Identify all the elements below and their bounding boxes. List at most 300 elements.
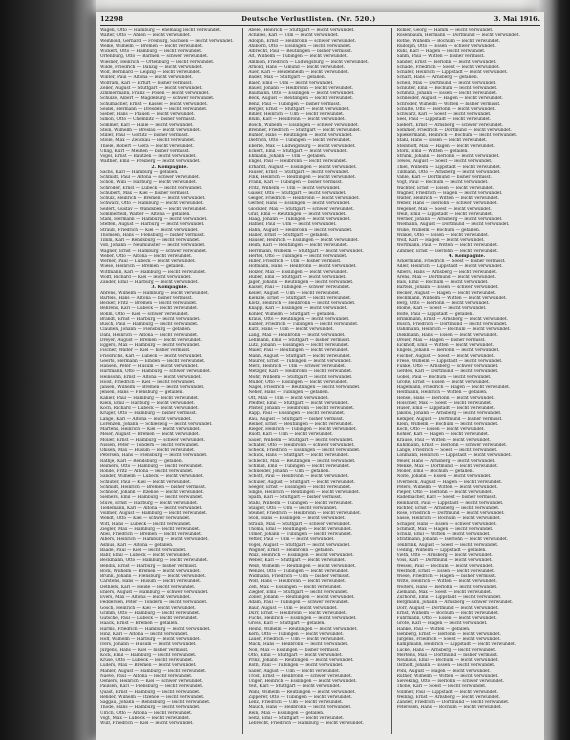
list-entry: Neuhaus, Emil — Bochum — leicht verwundet. <box>396 658 499 663</box>
list-entry: Jakobs, Johann — Arnsberg — leicht verwundet. <box>396 411 502 417</box>
list-entry: Stork, Emil — Witten — gefallen. <box>396 148 469 154</box>
list-entry: Kemper, August — Dortmund — bisher vermisst. <box>396 416 503 422</box>
list-entry: Bahr, Emil — Lübeck — leicht verwundet. <box>100 553 191 558</box>
list-entry: Witt, Hans — Lübeck — leicht verwundet. <box>100 521 192 527</box>
list-entry: Lenz, Friedrich — Ulm — leicht verwundet. <box>248 700 344 705</box>
list-entry: Ziemann, Max — Soest — leicht verwundet. <box>396 589 493 595</box>
list-entry: Schröder, Wilhelm — Witten — bisher vermisst. <box>396 101 501 107</box>
list-entry: Baumann, Otto — Esslingen — leicht verwundet. <box>248 91 355 96</box>
list-entry: Rose, Friedrich — Dortmund — leicht verwundet. <box>396 511 505 516</box>
list-entry: Gosch, Heinrich — Kiel — leicht verwundet. <box>100 605 196 611</box>
list-entry: Schäfer, Otto — Heilbronn — schwer verwundet. <box>248 442 355 448</box>
list-entry: Hiller, Friedrich — Ulm — bisher vermisst. <box>248 259 342 264</box>
list-entry: Neher, Hans — Tübingen — gefallen. <box>248 390 330 396</box>
list-entry: Wolf, Hans — Heilbronn — leicht verwundet. <box>248 579 347 585</box>
list-entry: Isenberg, Ernst — Iserlohn — leicht verwundet. <box>396 631 501 637</box>
list-entry: Keller, August — Ulm — leicht verwundet. <box>248 290 341 296</box>
list-entry: Ivers, Johann — Husum — leicht verwundet. <box>100 642 197 648</box>
list-entry: Hartmann, Otto — Hamburg — schwer verwundet. <box>100 369 211 375</box>
list-entry: Welling, Ernst — Arnsberg — leicht verwundet. <box>396 694 500 700</box>
list-entry: Wiese, Friedrich — Hagen — bisher vermisst. <box>396 574 497 579</box>
list-entry: Albers, Hans — Arnsberg — leicht verwundet. <box>396 269 498 275</box>
list-entry: Engel, Paul — Heilbronn — leicht verwundet. <box>248 159 348 165</box>
list-entry: Lange, Friedrich — Soest — leicht verwundet. <box>396 448 498 453</box>
column-left <box>100 28 243 734</box>
list-entry: Gerdes, Karl — Dortmund — leicht verwundet. <box>396 369 499 375</box>
list-entry: Winter, Paul — Altona — leicht verwundet. <box>100 75 193 81</box>
list-entry: Pfeiffer, Emil — Stuttgart — leicht verwundet. <box>248 400 349 406</box>
list-entry: Schumacher, Ernst — Kassel — leicht verwundet. <box>100 101 208 107</box>
list-entry: Wenzel, Otto — Tübingen — leicht verwundet. <box>248 568 350 574</box>
list-entry: Carstens, Hans — Husum — leicht verwundet. <box>100 579 202 585</box>
list-entry: Glöckler, Max — Stuttgart — schwer verwundet. <box>248 206 355 212</box>
list-entry: Tillmann, Otto — Arnsberg — leicht verwundet. <box>396 169 501 175</box>
list-entry: Vogt, Paul — Bochum — leicht verwundet. <box>396 180 489 186</box>
list-entry: Wagner, Ernst — Hamburg — schwer verwundet. <box>100 248 208 254</box>
list-entry: Fritz, Wilhelm — Ulm — leicht verwundet. <box>248 185 341 191</box>
list-entry: Ulmer, Johann — Tübingen — leicht verwundet. <box>248 532 353 537</box>
list-entry: Strunk, Johann — Iserlohn — leicht verwundet. <box>396 154 500 159</box>
list-entry: Wolf, Karl — Hagen — leicht verwundet. <box>396 238 485 243</box>
list-entry: Maurer, Ernst — Tübingen — leicht verwundet. <box>248 358 352 364</box>
list-entry: Römer, Georg — Hamm — leicht verwundet. <box>396 28 494 33</box>
list-entry: Schulz, Heinrich — Bremen — leicht verwundet. <box>100 196 206 201</box>
publication-title <box>241 15 375 23</box>
newspaper-page <box>96 12 544 740</box>
list-entry: Wiese, Heinrich — Bremen — gefallen. <box>100 264 185 270</box>
list-entry: Simon, Otto — Chemnitz — bisher vermisst. <box>100 117 196 123</box>
list-entry: Frese, Wilhelm — Lippstadt — leicht verwundet. <box>396 358 503 364</box>
list-entry: Spiekermann, Heinrich — Bochum — leicht verwundet. <box>396 133 518 138</box>
list-entry: Stoll, Hans — Esslingen — leicht verwundet. <box>248 516 346 522</box>
list-entry: Häfner, Paul — Ulm — leicht verwundet. <box>248 222 337 228</box>
list-entry: Quast, Ernst — Hamburg — leicht verwundet. <box>100 689 201 695</box>
list-entry: Trost, Ernst — Heilbronn — schwer verwundet. <box>248 673 353 679</box>
list-entry: Weiß, Wilhelm — Reutlingen — leicht verwundet. <box>248 563 356 569</box>
list-entry: Siemers, Emil — Hamburg — leicht verwundet. <box>100 495 204 501</box>
list-entry: Wendt, Otto — Kiel — schwer verwundet. <box>100 516 191 522</box>
list-entry: Vieth, Otto — Arnsberg — leicht verwundet. <box>396 553 493 558</box>
list-entry: Kern, Otto — Tübingen — leicht verwundet. <box>248 631 344 637</box>
list-entry: Ammon, Friedrich — Ludwigsburg — leicht verwundet. <box>248 59 369 65</box>
list-entry: Sieber, Hans — Plauen — leicht verwundet. <box>100 112 195 117</box>
list-entry: Jensen, Hans — Flensburg — gefallen. <box>100 390 184 396</box>
list-entry: Dreyer, August — Bremen — leicht verwundet. <box>100 337 203 343</box>
list-entry: Mohr, Wilhelm — Stuttgart — leicht verwundet. <box>248 374 353 380</box>
list-entry: Stiller, Paul — Görlitz — bisher vermisst. <box>100 133 189 138</box>
list-entry: Arens, Max — Dortmund — leicht verwundet. <box>396 274 496 280</box>
list-entry: Kampmann, Heinrich — Lippstadt — leicht verwundet. <box>396 642 517 648</box>
list-entry: Jürgens, Hans — Kiel — bisher vermisst. <box>100 647 189 653</box>
list-entry: Thode, Hans — Hamburg — leicht verwundet. <box>100 705 201 711</box>
list-entry: Wolfram, Karl — Erfurt — bisher vermisst. <box>100 80 193 86</box>
list-entry: Stahl, Wilhelm — Tübingen — leicht verwundet. <box>248 500 354 506</box>
list-entry: Schuler, August — Stuttgart — leicht verwundet. <box>248 479 355 485</box>
list-entry: Achilles, Karl — Ulm — leicht verwundet. <box>248 33 339 39</box>
list-entry: Bihler, Heinrich — Ulm — leicht verwundet. <box>248 112 345 117</box>
list-entry: Scheck, Friedrich — Esslingen — leicht verwundet. <box>248 448 361 453</box>
list-entry: Albers, Heinrich — Hamburg — leicht verwundet. <box>100 537 209 543</box>
list-entry: Beckmann, Wilhelm — Witten — leicht verwundet. <box>396 295 507 301</box>
list-entry: Herrmann, Wilhelm — Stuttgart — leicht verwundet. <box>248 248 364 254</box>
list-entry: Richter, Ernst — Arnsberg — leicht verwundet. <box>396 505 500 511</box>
list-entry: Witte, Heinrich — Witten — leicht verwundet. <box>396 579 497 585</box>
list-entry: Kock, Emil — Hamburg — leicht verwundet. <box>100 652 197 658</box>
list-entry: Meier, August — Bremen — leicht verwundet. <box>100 432 200 438</box>
list-entry: Späth, Karl — Stuttgart — bisher vermisst. <box>248 495 343 501</box>
list-entry: Friedrichs, Karl — Lübeck — leicht verwundet. <box>100 353 203 359</box>
list-entry: Schubert, Max — Kiel — bisher vermisst. <box>100 190 190 196</box>
list-entry: Bosch, Wilhelm — Esslingen — schwer verwundet. <box>248 122 359 128</box>
list-entry: Mack, Hans — Heilbronn — leicht verwundet. <box>248 642 349 648</box>
list-entry: Geiger, Friedrich — Heilbronn — leicht verwundet. <box>248 196 360 201</box>
list-entry: Prinz, Johann — Reutlingen — leicht verwundet. <box>248 658 354 663</box>
section-heading: 3. Kompagnie. <box>151 285 188 291</box>
list-entry: Vogt, Max — Lübeck — leicht verwundet. <box>100 715 191 721</box>
list-entry: Bruhn, Johann — Flensburg — leicht verwundet. <box>100 574 206 579</box>
list-entry: Zander, Emil — Harburg — leicht verwundet. <box>100 280 199 285</box>
list-entry: Steffen, August — Harburg — leicht verwundet. <box>100 222 205 228</box>
list-entry: Baur, August — Ulm — leicht verwundet. <box>248 605 338 611</box>
list-entry: Stahl, Hans — Essen — leicht verwundet. <box>396 138 488 144</box>
list-entry: Seeger, Ernst — Esslingen — leicht verwundet. <box>248 484 352 490</box>
list-entry: Fischer, Walter — Kiel — bisher vermisst. <box>100 348 191 354</box>
list-entry: Petersen, Hans — Flensburg — leicht verwundet. <box>100 453 208 459</box>
list-entry: Lüders, Max — Bremen — leicht verwundet. <box>100 663 197 669</box>
list-entry: Harms, Friedrich — Hamburg — leicht verwundet. <box>100 626 211 632</box>
section-heading: 2. Kompagnie. <box>151 164 188 170</box>
list-entry: Zimmer, Ernst — Iserlohn — leicht verwundet. <box>396 248 499 254</box>
list-entry: Tiedemann, Karl — Altona — leicht verwundet. <box>100 505 203 511</box>
section-heading: 4. Kompagnie. <box>448 253 486 259</box>
list-entry: Becker, August — Hagen — leicht verwundet. <box>396 290 497 296</box>
list-entry: Osthoff, Johann — Essen — leicht verwundet. <box>396 663 496 669</box>
list-entry: Weber, Karl — Stuttgart — leicht verwundet. <box>248 558 346 564</box>
list-entry: Alt, Wilhelm — Tübingen — leicht verwundet. <box>248 54 348 60</box>
list-entry: Rademacher, Karl — Soest — bisher vermisst. <box>396 495 497 501</box>
list-entry: Wagner, Friedrich — Hagen — leicht verwundet. <box>396 190 503 196</box>
list-entry: Berg, Otto — Iserlohn — leicht verwundet. <box>396 301 490 306</box>
list-entry: Frank, Karl — Tübingen — bisher vermisst. <box>248 180 343 186</box>
list-entry: Bock, Wilhelm — Bremen — leicht verwundet. <box>100 568 201 574</box>
list-entry: Rühl, Karl — Hagen — leicht verwundet. <box>396 49 486 54</box>
list-entry: Kübler, Friedrich — Tübingen — leicht verwundet. <box>248 322 359 327</box>
list-entry: Heinz, Wilhelm — Reutlingen — leicht verwundet. <box>248 626 358 632</box>
list-entry: Beckmann, Otto — Hamburg — leicht verwundet. <box>100 558 209 564</box>
list-entry: Rehder, Wilhelm — Itzehoe — leicht verwundet. <box>100 694 205 700</box>
list-entry: Menke, Max — Dortmund — leicht verwundet. <box>396 463 499 469</box>
list-entry: Rosenbaum, Hermann — Dortmund — leicht verwundet. <box>396 33 520 39</box>
list-entry: Blome, Karl — Soest — leicht verwundet. <box>396 306 487 312</box>
list-entry: Engels, Johann — Iserlohn — leicht verwundet. <box>396 348 500 354</box>
list-entry: Lauer, Friedrich — Ulm — leicht verwundet. <box>248 637 345 642</box>
list-entry: Möller, Emil — Bochum — gefallen. <box>396 469 474 474</box>
list-entry: Heim, Karl — Reutlingen — leicht verwundet. <box>248 243 349 249</box>
list-entry: Schmidt, Heinrich — Bremen — bisher vermisst. <box>100 484 207 490</box>
list-entry: Sahm, Paul — Witten — bisher vermisst. <box>396 54 485 60</box>
list-entry: Oehlers, Heinrich — Kiel — schwer verwundet. <box>100 679 203 684</box>
list-entry: Schulze, Albert — Magdeburg — schwer verwundet. <box>100 96 215 102</box>
list-entry: Rudolph, Otto — Essen — schwer verwundet. <box>396 43 496 49</box>
list-entry: Meier, Hans — Arnsberg — leicht verwundet. <box>396 458 496 464</box>
list-entry: Adam, Paul — Tübingen — schwer verwundet. <box>248 600 350 606</box>
list-entry: Sailer, August — Ulm — leicht verwundet. <box>248 668 341 674</box>
list-entry: Werner, Paul — Lübeck — leicht verwundet. <box>100 259 196 264</box>
list-entry: Noll, Max — Esslingen — bisher vermisst. <box>248 647 340 653</box>
list-entry: Wiesner, Heinrich — Ortenburg — leicht verwundet. <box>100 59 215 65</box>
list-entry: Abel, Friedrich — Bremen — leicht verwundet. <box>100 532 203 537</box>
list-entry: Fuchs, Heinrich — Esslingen — leicht verwundet. <box>248 616 357 621</box>
list-entry: Rüther, Wilhelm — Witten — leicht verwundet. <box>396 673 499 679</box>
list-entry: Fink, Heinrich — Reutlingen — leicht verwundet. <box>248 175 356 180</box>
list-entry: Zipperer, Otto — Tübingen — leicht verwundet. <box>248 694 353 700</box>
list-entry: Paulsen, Karl — Flensburg — leicht verwundet. <box>100 684 204 690</box>
list-entry: Bauer, Johann — Heilbronn — leicht verwundet. <box>248 85 354 91</box>
list-entry: Dahlmann, Heinrich — Bochum — leicht verwundet. <box>396 327 511 333</box>
list-entry: Walter, Otto — Ahlen — leicht verwundet. <box>100 33 191 39</box>
list-entry: Zoller, Johann — Reutlingen — leicht verwundet. <box>248 595 355 600</box>
list-entry: Weiß, Emil — Lippstadt — leicht verwundet. <box>396 211 494 217</box>
list-entry: Schmidt, Max — Hagen — leicht verwundet. <box>396 526 494 532</box>
list-entry: Sauer, Wilhelm — Stuttgart — leicht verwundet. <box>248 437 354 443</box>
list-entry: Kienzle, Ernst — Stuttgart — leicht verwundet. <box>248 295 352 301</box>
list-entry: Lücke, Hans — Arnsberg — leicht verwundet. <box>396 647 497 653</box>
list-entry: Bader, Max — Stuttgart — gefallen. <box>248 75 326 81</box>
list-entry: Wolf, Bernhard — Leipzig — leicht verwundet. <box>100 70 202 75</box>
list-entry: Sander, Ernst — Iserlohn — leicht verwundet. <box>396 59 497 65</box>
list-entry: Hense, Hans — Iserlohn — leicht verwundet. <box>396 395 495 401</box>
book-binding-edge <box>0 0 96 740</box>
list-entry: Seitz, Emil — Stuttgart — leicht verwundet. <box>248 715 345 721</box>
list-entry: Kuhlmann, Ernst — Iserlohn — schwer verwundet. <box>396 442 508 448</box>
list-entry: Bühler, Hans — Reutlingen — leicht verwundet. <box>248 133 353 138</box>
list-entry: Hoff, Wilhelm — Harburg — leicht verwundet. <box>100 637 201 642</box>
list-entry: Steinhoff, Max — Hagen — leicht verwundet. <box>396 143 495 149</box>
list-entry: Brandt, Ernst — Harburg — leicht verwundet. <box>100 316 201 322</box>
list-entry: Ueding, Wilhelm — Lippstadt — gefallen. <box>396 547 487 553</box>
list-entry: Wulf, Friedrich — Kiel — leicht verwundet. <box>100 721 194 726</box>
list-entry: Lehmann, Emil — Stuttgart — bisher vermisst. <box>248 337 351 343</box>
list-entry: Holzer, Max — Esslingen — leicht verwundet. <box>248 269 348 275</box>
list-entry: Geerts, Hermann — Emden — leicht verwundet. <box>100 358 206 364</box>
list-entry: Stein, Wilhelm — Breslau — leicht verwundet. <box>100 127 201 133</box>
list-entry: Mertens, Max — Dortmund — bisher vermisst. <box>396 652 499 658</box>
list-entry: Werner, Johann — Arnsberg — leicht verwundet. <box>396 217 503 222</box>
list-entry: Kruse, Otto — Lübeck — leicht verwundet. <box>100 658 194 663</box>
list-entry: Seidel, Hermann — Dresden — leicht verwundet. <box>100 106 208 112</box>
list-entry: Veit, Karl — Stuttgart — leicht verwundet. <box>248 684 341 690</box>
list-entry: Kraus, Otto — Reutlingen — leicht verwundet. <box>248 316 350 322</box>
list-entry: Müller, Otto — Esslingen — leicht verwundet. <box>248 379 349 385</box>
list-entry: Kohler, Wilhelm — Stuttgart — gefallen. <box>248 311 336 317</box>
list-entry: Wegener, Max — Soest — leicht verwundet. <box>396 206 492 212</box>
list-entry: Ott, Max — Ulm — leicht verwundet. <box>248 395 329 401</box>
list-entry: Thoma, Emil — Reutlingen — leicht verwundet. <box>248 526 352 532</box>
list-entry: Möller, Ernst — Hamburg — schwer verwundet. <box>100 437 205 443</box>
list-entry: Kaiser, Paul — Tübingen — schwer verwundet. <box>248 285 351 291</box>
list-entry: Schlecht, Max — Reutlingen — leicht verwundet. <box>248 458 356 464</box>
list-entry: Brinkmann, Ernst — Arnsberg — leicht verwundet. <box>396 316 508 322</box>
list-entry: Ahlborn, Otto — Esslingen — leicht verwundet. <box>248 43 352 49</box>
list-entry: Otto, Emil — Stuttgart — leicht verwundet. <box>248 652 343 658</box>
list-entry: Reimers, Otto — Hamburg — leicht verwundet. <box>100 463 204 469</box>
list-entry: Wilde, Friedrich — Danzig — leicht verwundet. <box>100 64 203 70</box>
list-entry: Adler, Heinrich — Lippstadt — leicht verwundet. <box>396 264 503 270</box>
list-entry: Busch, Paul — Hamburg — leicht verwundet. <box>100 322 199 327</box>
list-entry: Schott, Paul — Heilbronn — leicht verwundet. <box>248 474 349 480</box>
list-entry: Scharf, Hans — Arnsberg — gefallen. <box>396 75 478 81</box>
list-entry: Haller, Ernst — Stuttgart — gefallen. <box>248 232 330 238</box>
list-entry: Roth, Paul — Tübingen — leicht verwundet. <box>248 663 344 669</box>
list-entry: Hansen, Peter — Husum — leicht verwundet. <box>100 364 199 369</box>
list-entry: Feddersen, Peter — Tondern — leicht verwundet. <box>100 600 208 606</box>
list-entry: Mauch, Hans — Heilbronn — leicht verwundet. <box>248 705 352 711</box>
list-entry: Rothe, Wilhelm — Bochum — leicht verwundet. <box>396 38 501 44</box>
list-entry: Kähler, Paul — Hamburg — leicht verwundet. <box>100 395 200 401</box>
list-entry: Pfister, Johann — Heilbronn — leicht verwundet. <box>248 406 355 411</box>
list-entry: Diekmann, Hans — Essen — leicht verwundet. <box>396 332 498 338</box>
list-entry: Abele, Heinrich — Stuttgart — leicht verwundet. <box>248 28 355 33</box>
list-entry: Evers, Max — Altona — leicht verwundet. <box>100 595 191 600</box>
list-entry: Sachs, Karl — Hamburg — gefallen. <box>100 169 179 175</box>
list-entry: Große, Ernst — Essen — leicht verwundet. <box>396 379 490 385</box>
list-entry: Vahle, Karl — Dortmund — bisher vermisst. <box>396 175 492 180</box>
list-entry: Benz, Paul — Tübingen — bisher vermisst. <box>248 101 341 107</box>
list-entry: Schlüter, Emil — Bochum — leicht verwundet. <box>396 85 498 91</box>
list-entry: Schmitz, Johann — Essen — leicht verwundet. <box>396 91 498 96</box>
list-entry: Lohmann, Heinrich — Lippstadt — leicht verwundet. <box>396 453 512 459</box>
list-entry: Winkel, Otto — Essen — leicht verwundet. <box>396 232 490 238</box>
list-entry: Tenbrink, August — Soest — leicht verwundet. <box>396 542 499 548</box>
list-entry: Bartels, Hans — Altona — bisher vermisst. <box>100 295 193 301</box>
list-entry: Bergmann, Johann — Arnsberg — schwer verwundet. <box>396 600 514 606</box>
list-entry: Bendix, Ernst — Harburg — bisher vermisst. <box>100 563 198 569</box>
list-entry: Zeh, Max — Esslingen — leicht verwundet. <box>248 584 343 590</box>
list-entry: Göbel, Paul — Bochum — leicht verwundet. <box>396 374 492 380</box>
list-entry: Stolle, Max — Zwickau — leicht verwundet. <box>100 138 196 144</box>
list-entry: Martens, Heinrich — Kiel — leicht verwundet. <box>100 427 201 432</box>
list-entry: Weber, Hans — Iserlohn — schwer verwundet. <box>396 201 498 207</box>
list-entry: Weinhold, Gerhard — Freiburg, Sachsen — leicht verwundet. <box>100 38 234 44</box>
list-entry: Rohde, Fritz — Altona — leicht verwundet. <box>100 469 194 474</box>
list-entry: Schell, Max — Dortmund — leicht verwundet. <box>396 80 497 86</box>
list-entry: Seifert, Gustav — Wandsbek — leicht verwundet. <box>100 206 208 212</box>
list-entry: Schäper, Hans — Essen — schwer verwundet. <box>396 521 497 527</box>
list-entry: Thiele, Robert — Gera — leicht verwundet. <box>100 143 194 149</box>
list-entry: Eggers, Max — Hamburg — leicht verwundet. <box>100 343 201 348</box>
issue-number: (Nr. 520.) <box>336 15 376 23</box>
list-entry: Haag, Johann — Tübingen — leicht verwundet. <box>248 217 351 222</box>
list-entry: Schmid, Emil — Tübingen — leicht verwundet. <box>248 463 351 469</box>
list-entry: Dürr, Ernst — Heilbronn — leicht verwundet. <box>248 610 348 616</box>
list-entry: Wilke, Wilhelm — Bochum — gefallen. <box>396 227 481 233</box>
list-entry: Dahl, Heinrich — Altona — leicht verwundet. <box>100 332 199 338</box>
list-entry: Ziegler, Emil — Stuttgart — leicht verwundet. <box>248 589 349 595</box>
list-entry: Schlüter, Paul — Kiel — leicht verwundet. <box>100 479 191 485</box>
list-entry: Timm, Karl — Rendsburg — leicht verwundet. <box>100 238 201 243</box>
list-entry: Blum, Karl — Heilbronn — leicht verwundet. <box>248 117 346 123</box>
list-entry: Ziegler, Max — Hamburg — leicht verwundet. <box>100 526 201 532</box>
list-entry: Hofmann, Hans — Heilbronn — leicht verwundet. <box>248 264 357 270</box>
list-entry: Dreier, Max — Hagen — bisher vermisst. <box>396 337 486 343</box>
list-entry: Ruoff, Karl — Ulm — leicht verwundet. <box>248 432 334 438</box>
list-entry: Widmann, Friedrich — Ulm — bisher vermisst. <box>248 574 351 579</box>
list-entry: Schneider, August — Hagen — leicht verwundet. <box>396 96 503 102</box>
list-entry: Erhardt, August — Esslingen — leicht verwundet. <box>248 164 357 170</box>
list-entry: Sommer, Friedrich — Dortmund — leicht verwundet. <box>396 127 512 133</box>
list-entry: Vollmer, August — Hamburg — leicht verwundet. <box>100 511 208 516</box>
list-entry: Siebert, Ernst — Arnsberg — schwer verwundet. <box>396 122 504 128</box>
list-entry: Overbeck, August — Hagen — leicht verwundet. <box>396 479 503 485</box>
list-entry: Adolph, Ernst — Heilbronn — schwer verwundet. <box>248 38 356 44</box>
list-entry: Dörr, August — Dortmund — leicht verwundet. <box>396 605 499 611</box>
list-entry: Wagen, Otto — Hamburg — ehemalig leicht verwundet. <box>100 28 222 33</box>
list-entry: Dethlefs, Karl — Heide — leicht verwundet. <box>100 584 196 590</box>
list-entry: Fuhrmann, Otto — Essen — leicht verwundet. <box>396 616 497 621</box>
list-entry: Bals, Emil — Bochum — leicht verwundet. <box>396 280 489 285</box>
list-entry: Fauser, Ernst — Stuttgart — leicht verwundet. <box>248 169 350 175</box>
list-entry: Voss, Karl — Dortmund — leicht verwundet. <box>396 558 493 564</box>
list-entry: Steiner, Friedrich — Heilbronn — leicht verwundet. <box>248 511 362 516</box>
list-entry: Naeve, Paul — Altona — leicht verwundet. <box>100 673 193 679</box>
list-entry: Albrecht, Paul — Reutlingen — bisher vermisst. <box>248 49 353 54</box>
list-entry: Welke, Wilhelm — Bremen — leicht verwundet. <box>100 43 204 49</box>
list-entry: Wiemann, August — Dortmund — leicht verwundet. <box>396 222 510 228</box>
list-entry: Gross, Karl — Stuttgart — gefallen. <box>248 621 326 627</box>
list-entry: Rathje, Karl — Rendsburg — gefallen. <box>100 458 183 464</box>
list-entry: Uhlig, Kurt — Meißen — bisher vermisst. <box>100 148 190 154</box>
list-entry: Sasse, Heinrich — Bochum — leicht verwundet. <box>396 516 501 522</box>
publication-name: Deutsche Verlustlisten. <box>241 15 335 23</box>
list-entry: Hüser, Emil — Lippstadt — leicht verwundet. <box>396 406 496 411</box>
list-entry: Dietrich, Otto — Tübingen — leicht verwundet. <box>248 138 352 144</box>
list-entry: Ackermann, Friedrich — Soest — bisher vermisst. <box>396 259 506 264</box>
list-entry: Wolff, Richard — Kiel — leicht verwundet. <box>100 274 192 280</box>
list-entry: Zurhorst, Emil — Lippstadt — leicht verwundet. <box>396 595 502 600</box>
list-entry: Hertel, Otto — Tübingen — leicht verwundet. <box>248 253 348 259</box>
list-entry: Thöne, Karl — Soest — leicht verwundet. <box>396 684 487 690</box>
list-entry: Vollmer, Paul — Lippstadt — leicht verwundet. <box>396 689 498 695</box>
list-entry: Strauß, Friedrich — Kiel — leicht verwundet. <box>100 227 199 233</box>
list-entry: Merz, Heinrich — Ulm — schwer verwundet. <box>248 364 347 369</box>
list-entry: Auer, Karl — Heidenheim — leicht verwundet. <box>248 70 349 75</box>
list-entry: Wolters, Hans — Iserlohn — leicht verwundet. <box>396 584 498 590</box>
list-entry: Schön, Willi — Harburg — leicht verwundet. <box>100 180 197 186</box>
list-entry: Ohlsen, Max — Husum — leicht verwundet. <box>100 448 196 453</box>
list-entry: Peters, Wilhelm — Witten — leicht verwundet. <box>396 484 498 490</box>
list-entry: Ulrich, Otto — Altona — leicht verwundet. <box>100 710 193 716</box>
list-entry: Rapp, Paul — Esslingen — leicht verwundet. <box>248 411 346 417</box>
list-entry: Bartels, Johann — Essen — schwer verwundet. <box>396 285 499 291</box>
list-entry: Straub, Max — Stuttgart — schwer verwundet. <box>248 521 351 527</box>
list-entry: Ahrens, Wilhelm — Hamburg — leicht verwundet. <box>100 290 209 296</box>
list-entry: Seel, Paul — Lippstadt — leicht verwundet. <box>396 117 492 123</box>
list-entry: Schnoor, Johann — Itzehoe — leicht verwundet. <box>100 490 204 495</box>
list-entry: Graf, Emil — Reutlingen — leicht verwundet. <box>248 211 347 217</box>
list-entry: Koch, Otto — Essen — leicht verwundet. <box>396 427 485 432</box>
list-entry: Mann, August — Stuttgart — leicht verwundet. <box>248 353 352 359</box>
list-entry: Klein, Emil — Harburg — leicht verwundet. <box>100 400 195 406</box>
list-entry: Nissen, Peter — Tondern — leicht verwundet. <box>100 442 200 448</box>
list-entry: Fischer, August — Soest — leicht verwundet. <box>396 353 495 359</box>
list-entry: Schade, Friedrich — Soest — leicht verwundet. <box>396 64 500 70</box>
column-middle <box>248 28 391 734</box>
list-entry: Voß, Johann — Neumünster — leicht verwundet. <box>100 243 206 249</box>
list-entry: Beck, August — Reutlingen — leicht verwundet. <box>248 96 354 102</box>
list-entry: Nolte, Johann — Essen — leicht verwundet. <box>396 474 492 480</box>
list-entry: Gerber, Hans — Esslingen — leicht verwundet. <box>248 201 351 207</box>
list-entry: Behrens, Karl — Lübeck — leicht verwundet. <box>100 306 199 312</box>
